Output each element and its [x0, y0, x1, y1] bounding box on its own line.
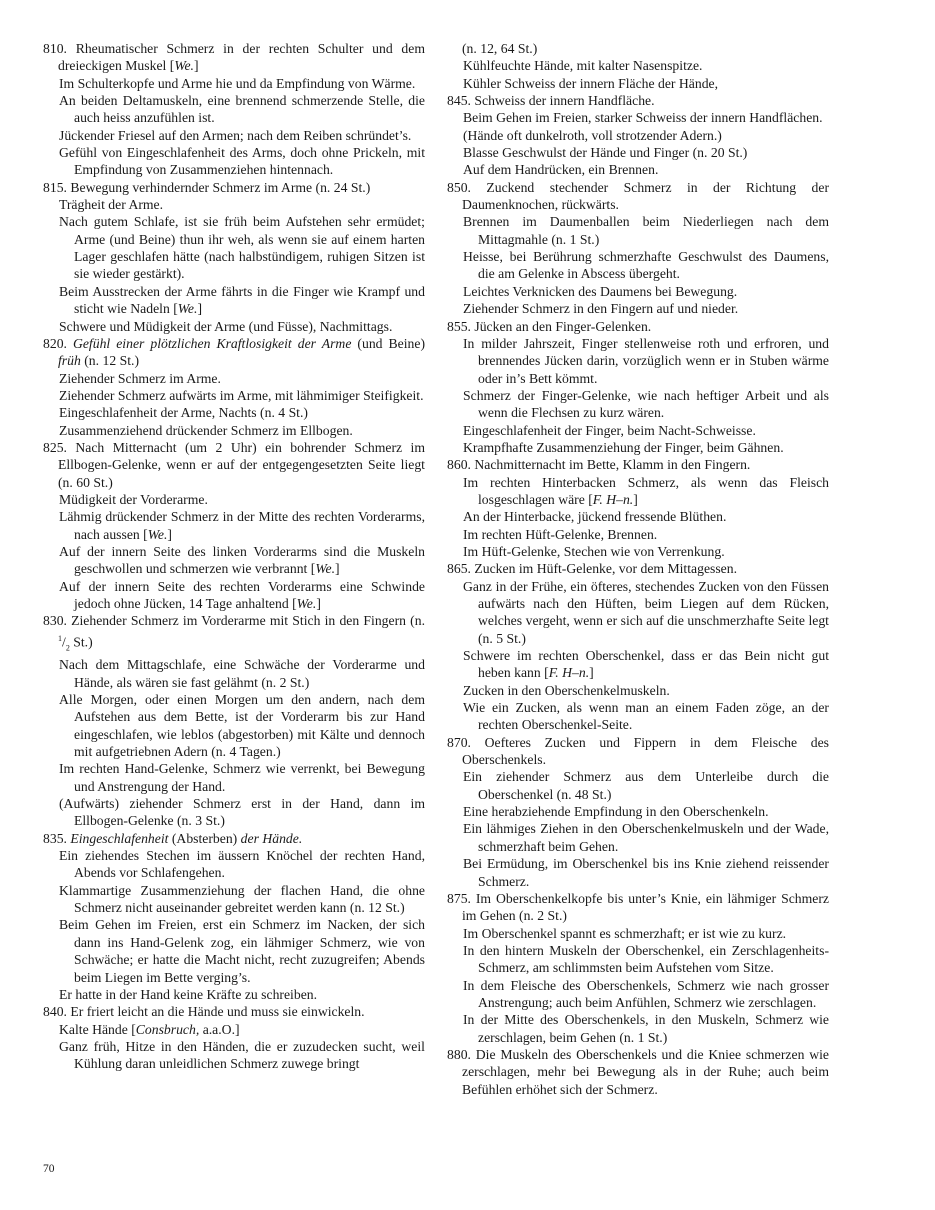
numbered-entry: 855. Jücken an den Finger-Gelenken.	[447, 318, 652, 334]
entry: Krampfhafte Zusammenziehung der Finger, beim Gähnen.	[463, 439, 784, 455]
entry: Eine herabziehende Empfindung in den Oberschenkeln.	[463, 804, 769, 820]
entry: Kühlfeuchte Hände, mit kalter Nasenspitze.	[463, 58, 703, 74]
entry: Brennen im Daumenballen beim Niederliegen nach dem Mittagmahle (n. 1 St.)	[463, 214, 829, 247]
entry: Müdigkeit der Vorderarme.	[59, 491, 208, 507]
numbered-entry: 850. Zuckend stechender Schmerz in der Richtung der Daumenknochen, rückwärts.	[447, 179, 829, 213]
entry: Zusammenziehend drückender Schmerz im Ellbogen.	[59, 422, 353, 438]
entry: Zucken in den Oberschenkelmuskeln.	[463, 682, 670, 698]
entry: Im rechten Hüft-Gelenke, Brennen.	[463, 526, 658, 542]
entry: Auf der innern Seite des linken Vorderarms sind die Muskeln geschwollen und schmerzen wie verbrannt [We.]	[59, 543, 425, 577]
entry: Ein lähmiges Ziehen in den Oberschenkelmuskeln und der Wade, schmerzhaft beim Gehen.	[463, 821, 829, 854]
entry: Ziehender Schmerz im Arme.	[59, 370, 221, 386]
entry: Ganz früh, Hitze in den Händen, die er zuzudecken sucht, weil Kühlung daran unleidlichen Schmerz zuwege bringt	[59, 1038, 425, 1072]
numbered-entry: 865. Zucken im Hüft-Gelenke, vor dem Mittagessen.	[447, 561, 738, 577]
entry: Gefühl von Eingeschlafenheit des Arms, doch ohne Prickeln, mit Empfindung von Zusammenziehen hintennach.	[59, 145, 425, 178]
numbered-entry: 835. Eingeschlafenheit (Absterben) der Hände.	[43, 830, 303, 846]
numbered-entry: 870. Oefteres Zucken und Fippern in dem Fleische des Oberschenkels.	[447, 734, 829, 768]
entry: (Aufwärts) ziehender Schmerz erst in der Hand, dann im Ellbogen-Gelenke (n. 3 St.)	[59, 796, 425, 829]
entry: Auf dem Handrücken, ein Brennen.	[463, 162, 659, 178]
entry: (Hände oft dunkelroth, voll strotzender Adern.)	[463, 127, 722, 143]
numbered-entry: 820. Gefühl einer plötzlichen Kraftlosigkeit der Arme (und Beine) früh (n. 12 St.)	[43, 335, 426, 369]
entry: In den hintern Muskeln der Oberschenkel, ein Zerschlagenheits-Schmerz, am schlimmsten beim Aufstehen vom Sitze.	[463, 942, 829, 976]
entry: Wie ein Zucken, als wenn man an einem Faden zöge, an der rechten Oberschenkel-Seite.	[463, 700, 829, 733]
numbered-entry: 840. Er friert leicht an die Hände und muss sie einwickeln.	[43, 1004, 365, 1020]
entry: Bei Ermüdung, im Oberschenkel bis ins Knie ziehend reissender Schmerz.	[463, 856, 829, 889]
numbered-entry: 845. Schweiss der innern Handfläche.	[447, 93, 655, 109]
entry: Im Oberschenkel spannt es schmerzhaft; er ist wie zu kurz.	[463, 925, 787, 941]
entry: An beiden Deltamuskeln, eine brennend schmerzende Stelle, die auch heiss anzufühlen ist.	[59, 93, 425, 126]
entry: Beim Gehen im Freien, starker Schweiss der innern Handflächen.	[463, 110, 823, 126]
entry: Im Schulterkopfe und Arme hie und da Empfindung von Wärme.	[59, 75, 416, 91]
right-column	[447, 40, 829, 1098]
entry: Trägheit der Arme.	[59, 197, 164, 213]
entry: Eingeschlafenheit der Arme, Nachts (n. 4 St.)	[59, 405, 308, 421]
entry: Ziehender Schmerz aufwärts im Arme, mit lähmimiger Steifigkeit.	[59, 387, 424, 403]
entry: Nach gutem Schlafe, ist sie früh beim Aufstehen sehr ermüdet; Arme (und Beine) thun ihr weh, als wenn sie auf einem harten Lager geschlafen hätte (nach halbstündigem, ruhigen Sitzen ist sie wieder gestärkt).	[59, 214, 425, 282]
entry: In der Mitte des Oberschenkels, in den Muskeln, Schmerz wie zerschlagen, beim Gehen (n. 1 St.)	[463, 1012, 829, 1045]
entry: Alle Morgen, oder einen Morgen um den andern, nach dem Aufstehen aus dem Bette, ist der Vorderarm bis zur Hand eingeschlafen, wie leblos (abgestorben) mit Kälte und dennoch mit aufgetriebnen Adern (n. 4 Tagen.)	[59, 692, 425, 760]
entry: Kühler Schweiss der innern Fläche der Hände,	[463, 75, 719, 91]
entry: In milder Jahrszeit, Finger stellenweise roth und erfroren, und brennendes Jücken darin, vorzüglich wenn er in Stuben wärme oder in’s Bett kömmt.	[463, 335, 829, 386]
left-column	[43, 40, 425, 1073]
page-number: 70	[43, 1163, 55, 1175]
entry: Im rechten Hand-Gelenke, Schmerz wie verrenkt, bei Bewegung und Anstrengung der Hand.	[59, 761, 425, 794]
entry: Ganz in der Frühe, ein öfteres, stechendes Zucken von den Füssen aufwärts nach den Hüften, beim Liegen auf dem Rücken, welches vergeht, wenn er sich auf die unschmerzhafte Seite legt (n. 5 St.)	[463, 578, 829, 646]
entry: Im Hüft-Gelenke, Stechen wie von Verrenkung.	[463, 543, 725, 559]
entry: Ein ziehender Schmerz aus dem Unterleibe durch die Oberschenkel (n. 48 St.)	[463, 769, 829, 802]
numbered-entry: 815. Bewegung verhindernder Schmerz im Arme (n. 24 St.)	[43, 179, 371, 195]
numbered-entry: 830. Ziehender Schmerz im Vorderarme mit Stich in den Fingern (n. $^1/_2$ St.)	[43, 613, 425, 652]
entry: Er hatte in der Hand keine Kräfte zu schreiben.	[59, 986, 318, 1002]
numbered-entry: 810. Rheumatischer Schmerz in der rechten Schulter und dem dreieckigen Muskel [We.]	[43, 41, 425, 74]
entry: Ziehender Schmerz in den Fingern auf und nieder.	[463, 301, 739, 317]
entry: Lähmig drückender Schmerz in der Mitte des rechten Vorderarms, nach aussen [We.]	[59, 509, 425, 542]
entry: Ein ziehendes Stechen im äussern Knöchel der rechten Hand, Abends vor Schlafengehen.	[59, 848, 425, 881]
entry: Eingeschlafenheit der Finger, beim Nacht-Schweisse.	[463, 422, 756, 438]
entry: Beim Ausstrecken der Arme fährts in die Finger wie Krampf und sticht wie Nadeln [We.]	[59, 283, 425, 317]
entry: Klammartige Zusammenziehung der flachen Hand, die ohne Schmerz nicht auseinander gebreitet werden kann (n. 12 St.)	[59, 882, 425, 916]
entry: Nach dem Mittagschlafe, eine Schwäche der Vorderarme und Hände, als wären sie fast gelähmt (n. 2 St.)	[59, 657, 425, 690]
entry: Im rechten Hinterbacken Schmerz, als wenn das Fleisch losgeschlagen wäre [F. H–n.]	[463, 474, 829, 507]
entry: In dem Fleische des Oberschenkels, Schmerz wie nach grosser Anstrengung; auch beim Anfühlen, Schmerz wie zerschlagen.	[463, 977, 829, 1010]
entry: Beim Gehen im Freien, erst ein Schmerz im Nacken, der sich dann ins Hand-Gelenk zog, ein lähmiger Schmerz, wie von Schwäche; er hatte die Macht nicht, recht zuzugreifen; Abends beim Liegen im Bette verging’s.	[59, 917, 425, 985]
numbered-entry: 860. Nachmitternacht im Bette, Klamm in den Fingern.	[447, 457, 751, 473]
numbered-entry: 875. Im Oberschenkelkopfe bis unter’s Knie, ein lähmiger Schmerz im Gehen (n. 2 St.)	[447, 890, 829, 924]
entry: Auf der innern Seite des rechten Vorderarms eine Schwinde jedoch ohne Jücken, 14 Tage anhaltend [We.]	[59, 578, 425, 611]
entry: Schmerz der Finger-Gelenke, wie nach heftiger Arbeit und als wenn die Flechsen zu kurz wären.	[463, 387, 829, 421]
entry: Blasse Geschwulst der Hände und Finger (n. 20 St.)	[463, 145, 748, 161]
entry: An der Hinterbacke, jückend fressende Blüthen.	[463, 509, 727, 525]
entry: Leichtes Verknicken des Daumens bei Bewegung.	[463, 283, 738, 299]
entry: Jückender Friesel auf den Armen; nach dem Reiben schründet’s.	[59, 127, 412, 143]
entry: Heisse, bei Berührung schmerzhafte Geschwulst des Daumens, die am Gelenke in Abscess übergeht.	[463, 249, 829, 282]
numbered-entry: 880. Die Muskeln des Oberschenkels und die Kniee schmerzen wie zerschlagen, mehr bei Bewegung als in der Ruhe; auch beim Befühlen erhöhet sich der Schmerz.	[447, 1046, 829, 1097]
entry: Schwere und Müdigkeit der Arme (und Füsse), Nachmittags.	[59, 318, 393, 334]
numbered-entry: 825. Nach Mitternacht (um 2 Uhr) ein bohrender Schmerz im Ellbogen-Gelenke, wenn er auf der entgegengesetzten Seite liegt (n. 60 St.)	[43, 439, 425, 490]
entry: (n. 12, 64 St.)	[462, 41, 538, 56]
entry: Kalte Hände [Consbruch, a.a.O.]	[59, 1021, 240, 1037]
entry: Schwere im rechten Oberschenkel, dass er das Bein nicht gut heben kann [F. H–n.]	[463, 648, 829, 681]
